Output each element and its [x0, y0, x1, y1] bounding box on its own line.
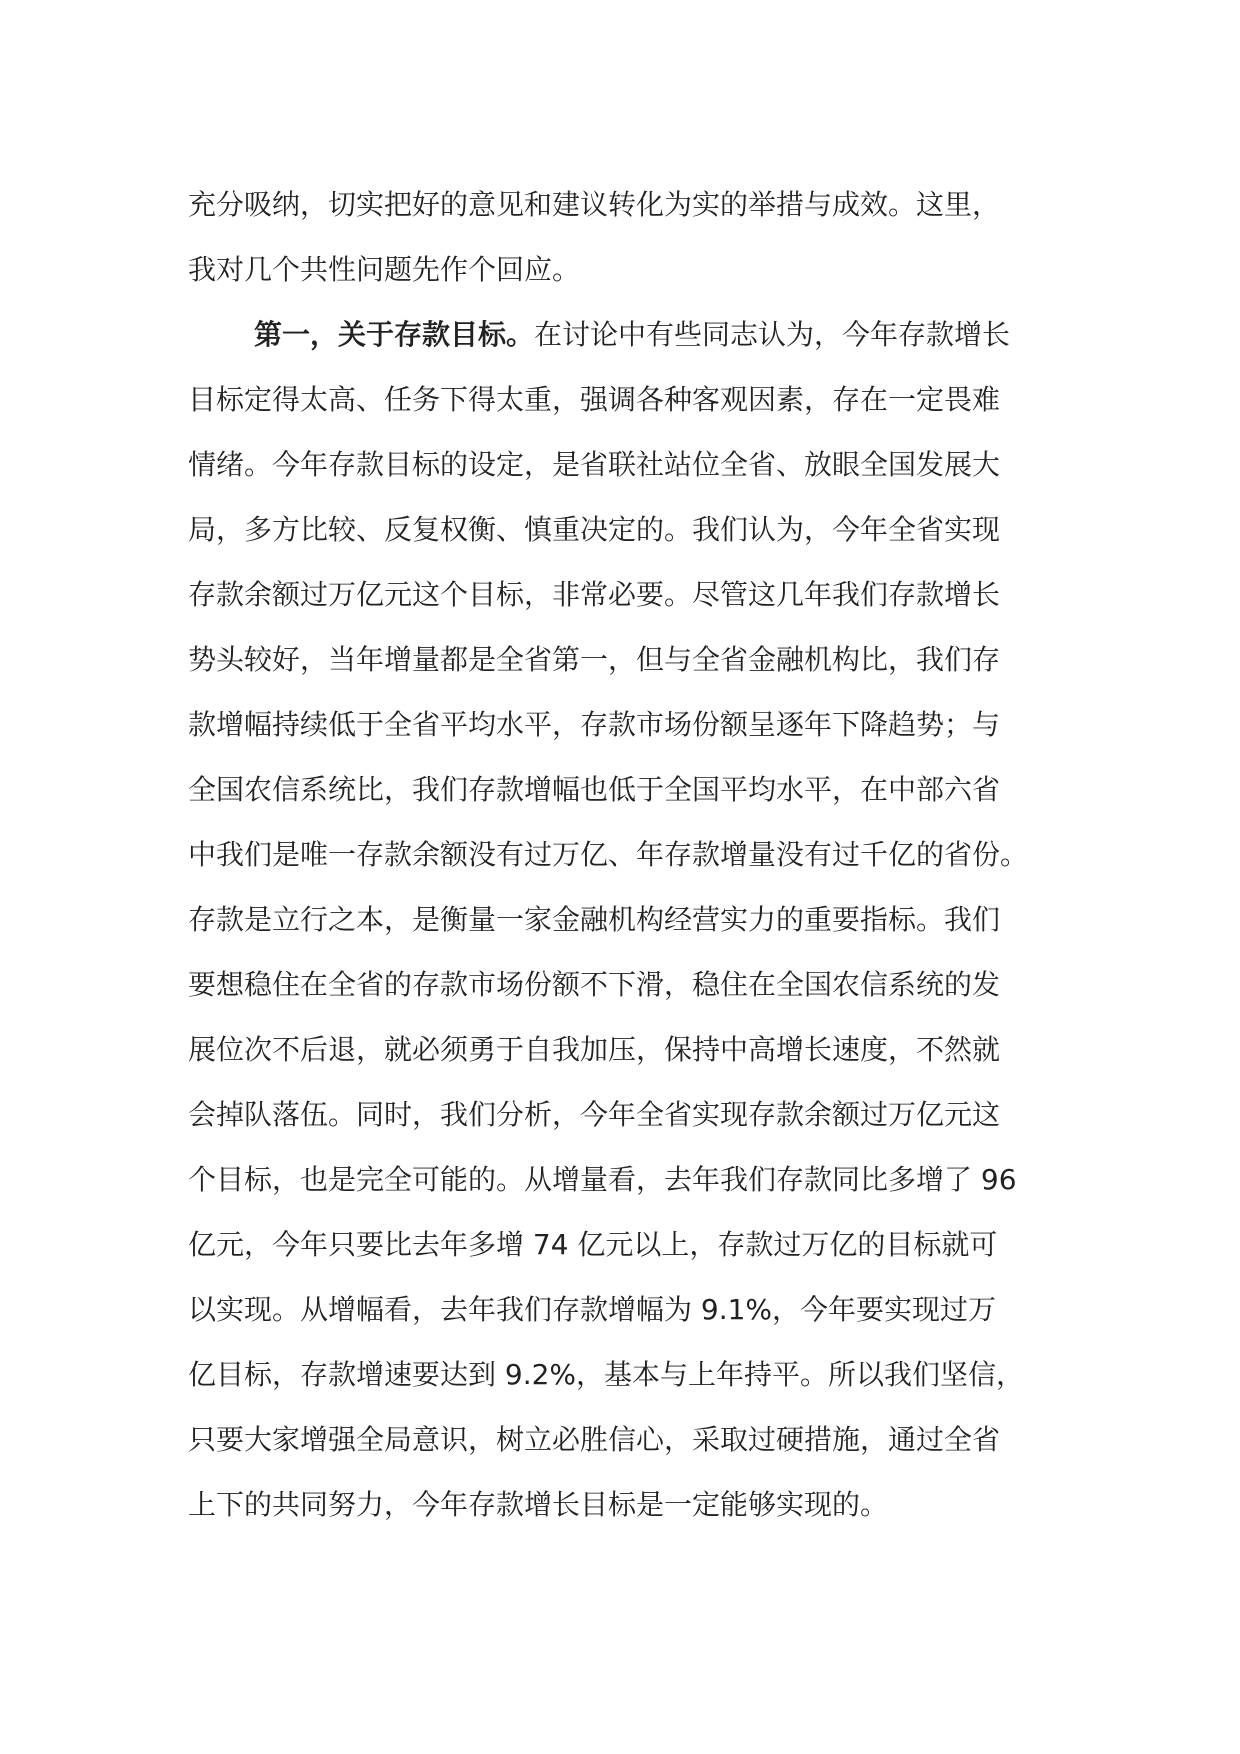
text-line: 要想稳住在全省的存款市场份额不下滑，稳住在全国农信系统的发: [188, 968, 1001, 1001]
paragraph-first-line: [188, 302, 1068, 367]
text-line: 以实现。从增幅看，去年我们存款增幅为 9.1%，今年要实现过万: [188, 1293, 997, 1326]
section-heading: 第一，关于存款目标。: [254, 318, 535, 351]
text-line: 展位次不后退，就必须勇于自我加压，保持中高增长速度，不然就: [188, 1033, 1001, 1066]
text-line: 情绪。今年存款目标的设定，是省联社站位全省、放眼全国发展大: [188, 448, 1001, 481]
text-line: 目标定得太高、任务下得太重，强调各种客观因素，存在一定畏难: [188, 383, 1001, 416]
text-line: 亿目标，存款增速要达到 9.2%，基本与上年持平。所以我们坚信，: [188, 1358, 1025, 1391]
paragraph-1: [188, 172, 1068, 302]
text-line: 我对几个共性问题先作个回应。: [188, 253, 581, 286]
text-line: 全国农信系统比，我们存款增幅也低于全国平均水平，在中部六省: [188, 773, 1001, 806]
text-line: 中我们是唯一存款余额没有过万亿、年存款增量没有过千亿的省份。: [188, 838, 1029, 871]
text-line: 个目标，也是完全可能的。从增量看，去年我们存款同比多增了 96: [188, 1163, 1017, 1196]
text-line: 亿元，今年只要比去年多增 74 亿元以上，存款过万亿的目标就可: [188, 1228, 998, 1261]
text-line: 款增幅持续低于全省平均水平，存款市场份额呈逐年下降趋势；与: [188, 708, 1001, 741]
text-run: 在讨论中有些同志认为，今年存款增长: [534, 318, 1011, 351]
text-line: 上下的共同努力，今年存款增长目标是一定能够实现的。: [188, 1488, 889, 1521]
text-line: 存款余额过万亿元这个目标，非常必要。尽管这几年我们存款增长: [188, 578, 1001, 611]
text-line: 会掉队落伍。同时，我们分析，今年全省实现存款余额过万亿元这: [188, 1098, 1001, 1131]
text-line: 充分吸纳，切实把好的意见和建议转化为实的举措与成效。这里，: [188, 188, 1001, 221]
document-body: [188, 172, 1068, 1537]
text-line: 存款是立行之本，是衡量一家金融机构经营实力的重要指标。我们: [188, 903, 1001, 936]
paragraph-2: [188, 302, 1068, 1537]
text-line: 只要大家增强全局意识，树立必胜信心，采取过硬措施，通过全省: [188, 1423, 1001, 1456]
text-line: 局，多方比较、反复权衡、慎重决定的。我们认为，今年全省实现: [188, 513, 1001, 546]
text-line: 势头较好，当年增量都是全省第一，但与全省金融机构比，我们存: [188, 643, 1001, 676]
